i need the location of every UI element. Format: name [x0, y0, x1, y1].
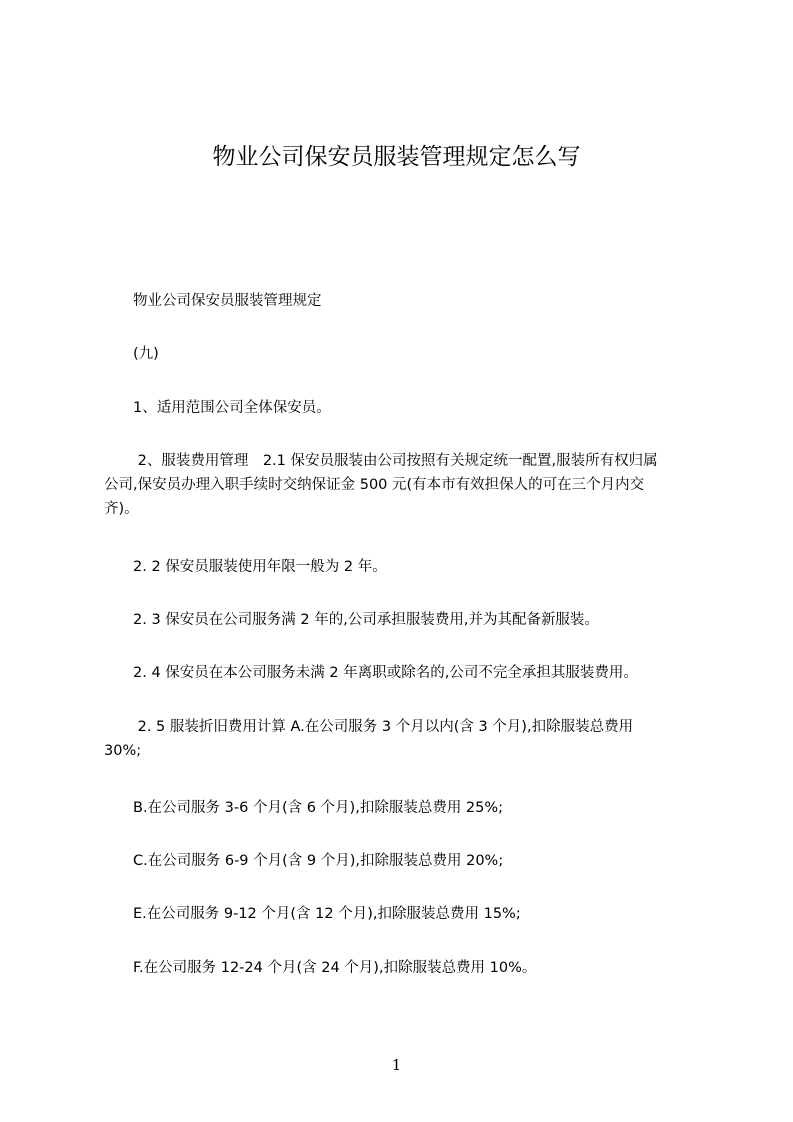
paragraph-line: 30%; — [104, 743, 142, 759]
paragraph-line: 物业公司保安员服装管理规定 — [104, 293, 322, 309]
paragraph-line: E.在公司服务 9-12 个月(含 12 个月),扣除服装总费用 15%; — [104, 906, 521, 922]
paragraph-2-5 — [104, 715, 704, 763]
paragraph-section-number — [104, 342, 704, 366]
paragraph-item-c — [104, 849, 704, 873]
paragraph-item-f — [104, 956, 704, 980]
paragraph-line: 公司,保安员办理入职手续时交纳保证金 500 元(有本市有效担保人的可在三个月内交 — [104, 477, 645, 493]
paragraph-2-2 — [104, 555, 704, 579]
paragraph-line: 2. 5 服装折旧费用计算 A.在公司服务 3 个月以内(含 3 个月),扣除服装总费用 — [104, 719, 634, 735]
paragraph-item-e — [104, 902, 704, 926]
paragraph-line: 2. 4 保安员在本公司服务未满 2 年离职或除名的,公司不完全承担其服装费用。 — [104, 665, 638, 681]
paragraph-line: 1、适用范围公司全体保安员。 — [104, 400, 331, 416]
paragraph-heading — [104, 289, 704, 313]
paragraph-line: 2. 3 保安员在公司服务满 2 年的,公司承担服装费用,并为其配备新服装。 — [104, 612, 599, 628]
paragraph-fee-management — [104, 449, 704, 521]
page-number: 1 — [391, 1056, 402, 1074]
paragraph-line: 2. 2 保安员服装使用年限一般为 2 年。 — [104, 559, 387, 575]
paragraph-2-3 — [104, 608, 704, 632]
paragraph-2-4 — [104, 661, 704, 685]
paragraph-scope — [104, 396, 704, 420]
paragraph-line: 2、服装费用管理 2.1 保安员服装由公司按照有关规定统一配置,服装所有权归属 — [104, 453, 658, 469]
paragraph-line: (九) — [104, 346, 159, 362]
paragraph-line: C.在公司服务 6-9 个月(含 9 个月),扣除服装总费用 20%; — [104, 853, 504, 869]
paragraph-item-b — [104, 796, 704, 820]
paragraph-line: F.在公司服务 12-24 个月(含 24 个月),扣除服装总费用 10%。 — [104, 960, 537, 976]
paragraph-line: 齐)。 — [104, 501, 139, 517]
document-title: 物业公司保安员服装管理规定怎么写 — [212, 144, 581, 170]
paragraph-line: B.在公司服务 3-6 个月(含 6 个月),扣除服装总费用 25%; — [104, 800, 504, 816]
